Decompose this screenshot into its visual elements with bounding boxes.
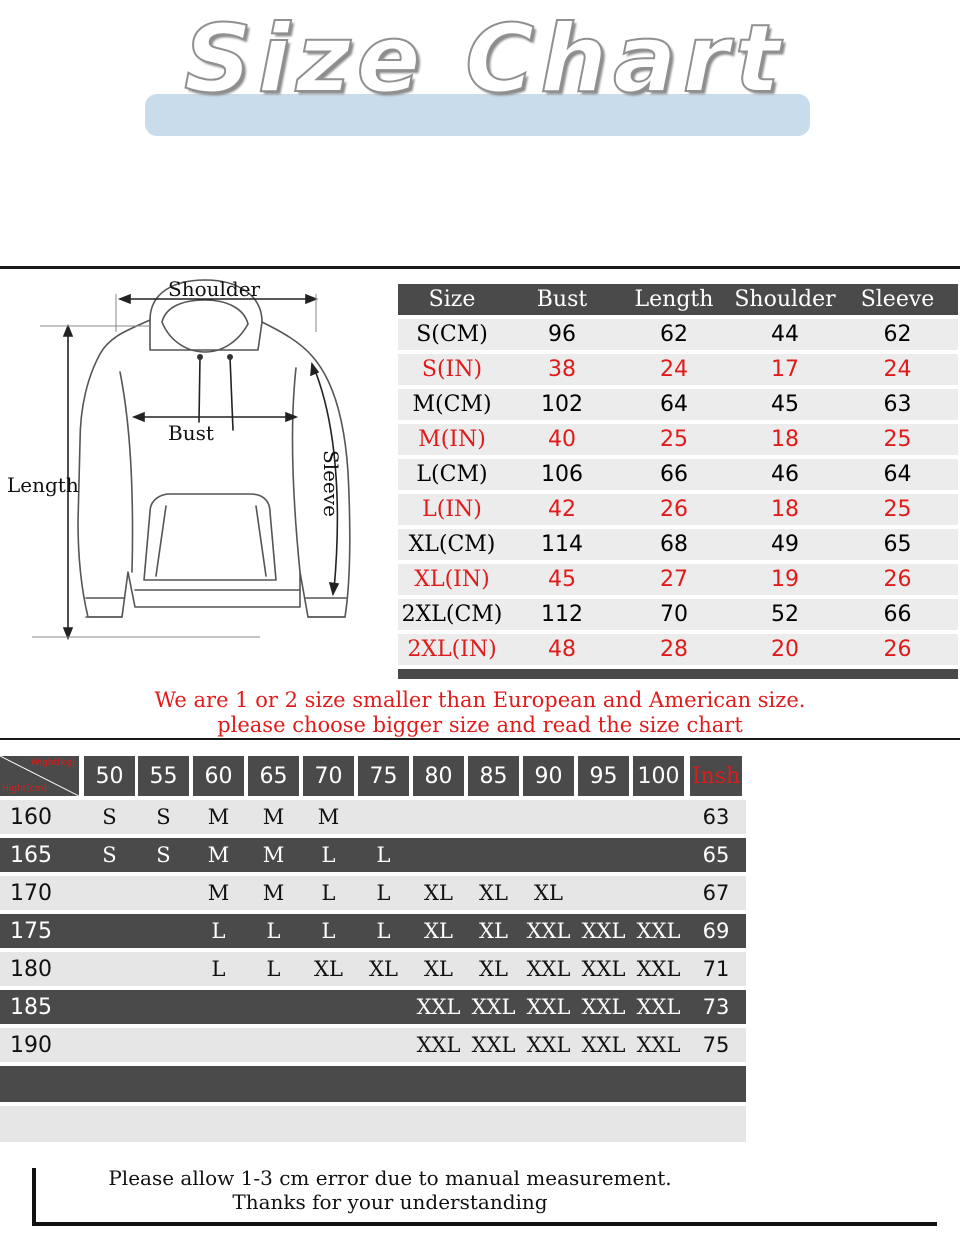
hw-size-cell: XXL <box>471 995 516 1019</box>
size-row <box>398 424 958 455</box>
hw-size-cell: S <box>102 805 117 829</box>
hw-size-cell: XL <box>424 919 453 943</box>
size-cell-sleeve: 66 <box>883 602 912 627</box>
hw-size-cell: L <box>266 957 281 981</box>
hoodie-icon <box>0 272 395 652</box>
size-cell-bust: 38 <box>548 357 576 382</box>
size-table-footer-bar <box>398 669 958 679</box>
size-cell-length: 64 <box>660 392 688 417</box>
hw-height-cell: 180 <box>10 956 52 982</box>
size-row <box>398 599 958 630</box>
hw-inch-cell: 73 <box>702 995 730 1019</box>
footer-line-1: Please allow 1-3 cm error due to manual measurement. <box>108 1166 672 1190</box>
size-cell-shoulder: 20 <box>771 637 799 662</box>
size-cell-bust: 102 <box>541 392 583 417</box>
size-cell-shoulder: 17 <box>771 357 799 382</box>
hw-row <box>0 838 746 872</box>
size-cell-shoulder: 18 <box>771 497 799 522</box>
hw-size-cell: L <box>321 919 336 943</box>
hw-size-cell: XXL <box>526 995 571 1019</box>
footer-bracket-left <box>32 1168 36 1226</box>
hw-size-cell: XXL <box>416 995 461 1019</box>
hw-size-cell: XXL <box>581 995 626 1019</box>
size-cell-length: 27 <box>660 567 688 592</box>
height-weight-table <box>0 756 746 1142</box>
footer-bracket-bottom <box>32 1222 937 1226</box>
hw-height-cell: 175 <box>10 918 52 944</box>
hw-weight-header: 55 <box>138 756 189 796</box>
size-row <box>398 459 958 490</box>
size-cell-bust: 114 <box>541 532 583 557</box>
hw-inch-header: Insh <box>690 756 742 796</box>
hw-corner-height: Hight(cm) <box>2 784 47 794</box>
size-cell-length: 62 <box>660 322 688 347</box>
size-cell-size: S(CM) <box>416 322 488 347</box>
hw-row <box>0 1028 746 1062</box>
hw-size-cell: XXL <box>526 919 571 943</box>
hw-size-cell: XXL <box>581 957 626 981</box>
hw-size-cell: L <box>376 843 391 867</box>
size-cell-shoulder: 46 <box>771 462 799 487</box>
hw-weight-header: 70 <box>303 756 354 796</box>
size-cell-length: 68 <box>660 532 688 557</box>
size-cell-bust: 112 <box>541 602 583 627</box>
hw-size-cell: S <box>102 843 117 867</box>
size-cell-sleeve: 26 <box>883 637 912 662</box>
hw-weight-header: 100 <box>633 756 684 796</box>
hw-size-cell: XL <box>479 881 508 905</box>
hw-table-header <box>0 756 746 796</box>
size-cell-size: L(IN) <box>422 497 482 522</box>
hw-size-cell: XL <box>424 957 453 981</box>
hw-size-cell: XXL <box>526 957 571 981</box>
header-sleeve: Sleeve <box>860 287 935 312</box>
hw-size-cell: XXL <box>636 957 681 981</box>
hw-size-cell: XXL <box>581 1033 626 1057</box>
hw-size-cell: L <box>266 919 281 943</box>
header-shoulder: Shoulder <box>734 287 836 312</box>
size-cell-size: XL(IN) <box>414 567 490 592</box>
size-cell-sleeve: 64 <box>883 462 912 487</box>
size-row <box>398 319 958 350</box>
hw-filler-dark <box>0 1066 746 1102</box>
hw-inch-cell: 65 <box>702 843 730 867</box>
hw-size-cell: L <box>376 881 391 905</box>
size-row <box>398 389 958 420</box>
hw-size-cell: XL <box>424 881 453 905</box>
hw-size-cell: M <box>262 805 285 829</box>
size-cell-sleeve: 26 <box>883 567 912 592</box>
size-cell-sleeve: 63 <box>883 392 912 417</box>
size-cell-sleeve: 24 <box>883 357 912 382</box>
size-cell-size: 2XL(CM) <box>401 602 503 627</box>
hw-size-cell: M <box>262 843 285 867</box>
hw-filler-light <box>0 1106 746 1142</box>
divider-middle <box>0 738 960 740</box>
size-cell-shoulder: 19 <box>771 567 799 592</box>
size-row <box>398 354 958 385</box>
size-cell-size: M(IN) <box>418 427 486 452</box>
size-cell-size: XL(CM) <box>408 532 496 557</box>
hw-height-cell: 185 <box>10 994 52 1020</box>
hw-corner-weight: Wight(kg) <box>30 758 75 768</box>
hw-size-cell: M <box>207 881 230 905</box>
header-bust: Bust <box>536 287 588 312</box>
hw-size-cell: XL <box>534 881 563 905</box>
page-title: Size Chart <box>184 5 786 114</box>
size-cell-bust: 45 <box>548 567 576 592</box>
notice-line-2: please choose bigger size and read the size chart <box>217 713 743 737</box>
hw-weight-header: 60 <box>193 756 244 796</box>
size-cell-shoulder: 44 <box>771 322 799 347</box>
size-cell-shoulder: 49 <box>771 532 799 557</box>
hw-height-cell: 160 <box>10 804 52 830</box>
size-cell-shoulder: 18 <box>771 427 799 452</box>
hw-size-cell: L <box>211 919 226 943</box>
size-cell-length: 26 <box>660 497 688 522</box>
hw-row <box>0 876 746 910</box>
header-length: Length <box>634 287 714 312</box>
size-cell-size: L(CM) <box>416 462 488 487</box>
hw-weight-header: 95 <box>578 756 629 796</box>
hw-height-cell: 165 <box>10 842 52 868</box>
hw-size-cell: S <box>156 805 171 829</box>
bust-label: Bust <box>168 421 214 445</box>
hw-size-cell: M <box>207 805 230 829</box>
size-row <box>398 494 958 525</box>
hw-corner-cell <box>0 756 79 796</box>
size-cell-sleeve: 25 <box>883 427 912 452</box>
size-cell-bust: 106 <box>541 462 583 487</box>
size-cell-sleeve: 25 <box>883 497 912 522</box>
hw-size-cell: XXL <box>526 1033 571 1057</box>
hw-size-cell: S <box>156 843 171 867</box>
hw-size-cell: L <box>211 957 226 981</box>
size-cell-length: 24 <box>660 357 688 382</box>
size-cell-length: 66 <box>660 462 688 487</box>
size-cell-length: 25 <box>660 427 688 452</box>
hw-size-cell: XXL <box>636 995 681 1019</box>
hw-size-cell: L <box>376 919 391 943</box>
hw-row <box>0 990 746 1024</box>
size-cell-sleeve: 62 <box>883 322 912 347</box>
hw-weight-header: 90 <box>523 756 574 796</box>
header-size: Size <box>428 287 476 312</box>
hw-weight-header: 75 <box>358 756 409 796</box>
hw-inch-cell: 75 <box>702 1033 730 1057</box>
hw-height-cell: 170 <box>10 880 52 906</box>
hw-size-cell: M <box>262 881 285 905</box>
hw-size-cell: L <box>321 881 336 905</box>
hw-weight-header: 65 <box>248 756 299 796</box>
size-row <box>398 564 958 595</box>
size-table <box>398 284 958 683</box>
size-row <box>398 529 958 560</box>
hw-row <box>0 800 746 834</box>
size-cell-bust: 48 <box>548 637 576 662</box>
size-cell-size: 2XL(IN) <box>407 637 497 662</box>
hw-size-cell: M <box>317 805 340 829</box>
size-cell-size: S(IN) <box>421 357 483 382</box>
size-cell-bust: 42 <box>548 497 576 522</box>
hw-size-cell: XL <box>369 957 398 981</box>
hw-height-cell: 190 <box>10 1032 52 1058</box>
hw-size-cell: XL <box>479 919 508 943</box>
hw-row <box>0 952 746 986</box>
hw-size-cell: XXL <box>581 919 626 943</box>
size-cell-length: 70 <box>660 602 688 627</box>
notice-line-1: We are 1 or 2 size smaller than European and American size. <box>154 688 806 712</box>
size-cell-sleeve: 65 <box>883 532 912 557</box>
size-cell-length: 28 <box>660 637 688 662</box>
size-row <box>398 634 958 665</box>
hw-size-cell: XXL <box>636 1033 681 1057</box>
hw-inch-cell: 71 <box>702 957 730 981</box>
size-table-header <box>398 284 958 315</box>
hw-inch-cell: 63 <box>702 805 730 829</box>
length-label: Length <box>7 473 79 497</box>
hw-inch-cell: 67 <box>702 881 730 905</box>
hw-size-cell: XXL <box>471 1033 516 1057</box>
size-cell-shoulder: 45 <box>771 392 799 417</box>
size-cell-bust: 40 <box>548 427 576 452</box>
size-cell-shoulder: 52 <box>771 602 799 627</box>
hw-weight-header: 50 <box>84 756 135 796</box>
footer-line-2: Thanks for your understanding <box>232 1190 548 1214</box>
hw-size-cell: XXL <box>416 1033 461 1057</box>
hw-weight-header: 80 <box>413 756 464 796</box>
hw-size-cell: XL <box>479 957 508 981</box>
shoulder-label: Shoulder <box>168 277 261 301</box>
sleeve-label: Sleeve <box>319 450 343 517</box>
divider-top <box>0 266 960 269</box>
hw-weight-header: 85 <box>468 756 519 796</box>
hw-size-cell: XXL <box>636 919 681 943</box>
size-cell-bust: 96 <box>548 322 576 347</box>
hw-size-cell: L <box>321 843 336 867</box>
hw-row <box>0 914 746 948</box>
hw-inch-cell: 69 <box>702 919 730 943</box>
size-cell-size: M(CM) <box>412 392 492 417</box>
hw-size-cell: XL <box>314 957 343 981</box>
hw-size-cell: M <box>207 843 230 867</box>
